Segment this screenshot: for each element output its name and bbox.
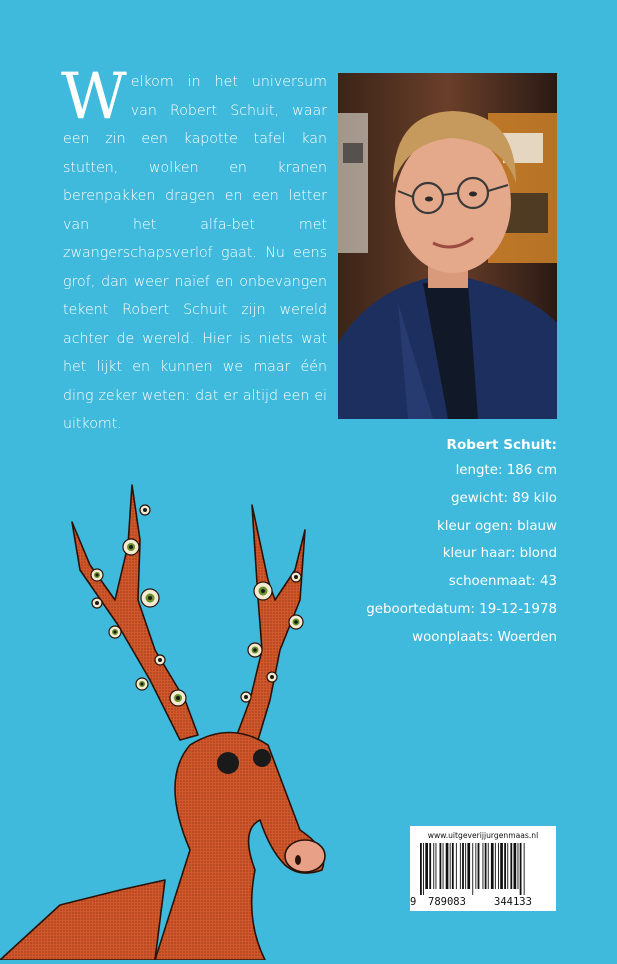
barcode-bar <box>507 843 508 889</box>
intro-text-block <box>61 60 327 439</box>
stat-hair-color: kleur haar: blond <box>442 546 557 562</box>
barcode-bar <box>462 843 464 889</box>
drop-cap: W <box>61 60 127 134</box>
barcode-block <box>410 826 556 911</box>
stat-residence: woonplaats: Woerden <box>412 629 557 645</box>
stat-eye-color: kleur ogen: blauw <box>436 518 557 534</box>
barcode-bar <box>472 843 473 895</box>
barcode-bar <box>514 843 517 889</box>
stat-shoe-size: schoenmaat: 43 <box>448 574 557 590</box>
barcode-bar <box>433 843 434 889</box>
barcode-bar <box>485 843 487 889</box>
barcode-bar <box>483 843 484 889</box>
barcode-bar <box>520 843 522 895</box>
stat-weight: gewicht: 89 kilo <box>451 490 557 506</box>
barcode-bar <box>495 843 496 889</box>
barcode-bars <box>416 843 550 895</box>
barcode-bar <box>452 843 454 889</box>
barcode-bar <box>524 843 525 895</box>
intro-paragraph: elkom in het universum van Robert Schuit, waar een zin een kapotte tafel kan stutten, wolken en kranen berenpakken dragen en een letter van het alfa-bet met zwangerschapsverlof gaat. Nu eens grof, dan weer naïef en onbevangen tekent Robert Schuit zijn wereld achter de wereld. Hier is niets wat het lijkt en kunnen we maar één ding zeker weten: dat er altijd een ei uitkomt. <box>63 74 327 432</box>
stat-height: lengte: 186 cm <box>455 463 557 478</box>
barcode-bar <box>491 843 494 889</box>
barcode-bar <box>446 843 449 889</box>
barcode-bar <box>465 843 466 889</box>
barcode-bar <box>450 843 451 889</box>
stat-birth-date: geboortedatum: 19-12-1978 <box>366 601 557 617</box>
barcode-bar <box>425 843 428 889</box>
barcode-bar <box>423 843 424 895</box>
barcode-bar <box>475 843 476 889</box>
barcode-bar <box>460 843 461 889</box>
barcode-bar <box>436 843 437 889</box>
barcode-bar <box>420 843 422 895</box>
isbn-first-digit: 9 <box>410 896 417 908</box>
publisher-url: www.uitgeverijjurgenmaas.nl <box>427 831 539 840</box>
barcode-bar <box>498 843 499 889</box>
barcode-bar <box>500 843 503 889</box>
barcode-bar <box>467 843 470 889</box>
barcode-bar <box>456 843 457 889</box>
barcode-bar <box>429 843 431 889</box>
barcode-bar <box>518 843 519 889</box>
isbn-group-2: 344133 <box>494 896 532 908</box>
deer-illustration <box>0 470 400 960</box>
author-photo <box>338 73 557 419</box>
barcode-bar <box>504 843 506 889</box>
barcode-bar <box>478 843 480 889</box>
isbn-group-1: 789083 <box>428 896 466 908</box>
barcode-bar <box>510 843 512 889</box>
barcode-bar <box>488 843 489 889</box>
author-name: Robert Schuit: <box>446 437 557 453</box>
barcode-bar <box>440 843 442 889</box>
barcode-bar <box>443 843 444 889</box>
